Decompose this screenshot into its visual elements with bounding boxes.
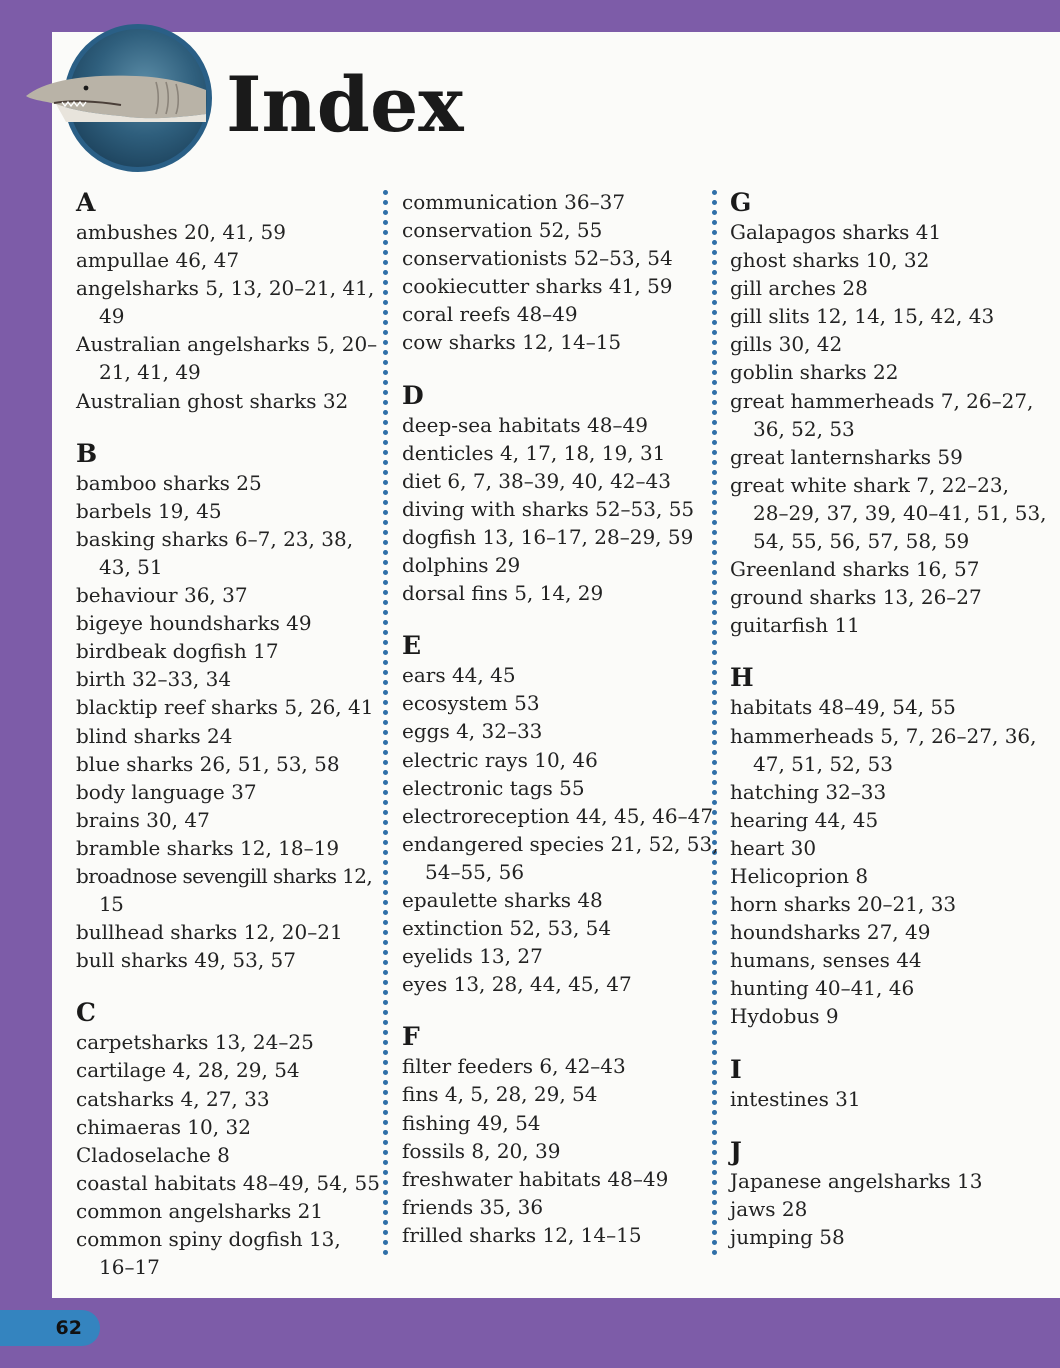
- index-entry: carpetsharks 13, 24–25: [76, 1030, 314, 1055]
- index-entry: humans, senses 44: [730, 948, 922, 973]
- section-gap: [402, 998, 722, 1022]
- index-entry: barbels 19, 45: [76, 498, 222, 523]
- index-entry: great white shark 7, 22–23, 28–29, 37, 39, 40–41, 51, 53, 54, 55, 56, 57, 58, 59: [730, 472, 1047, 554]
- index-entry: bamboo sharks 25: [76, 470, 262, 495]
- section-letter: J: [730, 1136, 742, 1166]
- index-entry: endangered species 21, 52, 53, 54–55, 56: [402, 831, 719, 884]
- index-entry: birdbeak dogfish 17: [76, 639, 279, 664]
- section-letter: G: [730, 188, 752, 217]
- index-entry: dorsal fins 5, 14, 29: [402, 581, 604, 606]
- index-entry: guitarfish 11: [730, 613, 860, 638]
- index-entry: gill arches 28: [730, 276, 868, 301]
- index-entry: coral reefs 48–49: [402, 302, 578, 327]
- index-entry: blacktip reef sharks 5, 26, 41: [76, 695, 374, 720]
- index-entry: gill slits 12, 14, 15, 42, 43: [730, 304, 995, 329]
- section-gap: [730, 639, 1050, 663]
- index-entry: Helicoprion 8: [730, 863, 869, 888]
- index-entry: common angelsharks 21: [76, 1198, 324, 1223]
- index-column-2: [402, 188, 722, 1249]
- index-entry: Australian angelsharks 5, 20–21, 41, 49: [76, 332, 378, 385]
- index-entry: Cladoselache 8: [76, 1142, 230, 1167]
- index-entry: birth 32–33, 34: [76, 667, 232, 692]
- index-entry: great lanternsharks 59: [730, 444, 963, 469]
- index-entry: deep-sea habitats 48–49: [402, 412, 648, 437]
- section-letter: I: [730, 1054, 742, 1084]
- index-entry: hunting 40–41, 46: [730, 976, 915, 1001]
- section-letter: B: [76, 438, 98, 468]
- index-entry: basking sharks 6–7, 23, 38, 43, 51: [76, 526, 354, 579]
- index-entry: chimaeras 10, 32: [76, 1114, 251, 1139]
- index-entry: intestines 31: [730, 1086, 861, 1111]
- index-entry: denticles 4, 17, 18, 19, 31: [402, 440, 666, 465]
- section-gap: [402, 357, 722, 381]
- index-entry: Australian ghost sharks 32: [76, 388, 349, 413]
- index-entry: ambushes 20, 41, 59: [76, 220, 286, 244]
- index-entry: hearing 44, 45: [730, 807, 879, 832]
- index-entry: Japanese angelsharks 13: [730, 1168, 983, 1193]
- index-column-3: [730, 188, 1050, 1251]
- index-entry: dolphins 29: [402, 553, 521, 578]
- section-gap: [76, 974, 381, 998]
- index-entry: ears 44, 45: [402, 663, 516, 688]
- index-column-1: [76, 188, 381, 1281]
- index-entry: Greenland sharks 16, 57: [730, 557, 980, 582]
- index-entry: bull sharks 49, 53, 57: [76, 948, 296, 973]
- index-entry: Hydobus 9: [730, 1004, 839, 1029]
- index-entry: coastal habitats 48–49, 54, 55: [76, 1170, 380, 1195]
- index-entry: electroreception 44, 45, 46–47: [402, 803, 714, 828]
- section-gap: [730, 1031, 1050, 1055]
- index-entry: electric rays 10, 46: [402, 747, 598, 772]
- index-entry: horn sharks 20–21, 33: [730, 892, 957, 917]
- index-entry: ground sharks 13, 26–27: [730, 585, 982, 610]
- index-entry: diet 6, 7, 38–39, 40, 42–43: [402, 468, 671, 493]
- index-entry: eyes 13, 28, 44, 45, 47: [402, 972, 632, 997]
- index-entry: cartilage 4, 28, 29, 54: [76, 1058, 300, 1083]
- section-letter: H: [730, 663, 754, 693]
- index-entry: communication 36–37: [402, 190, 626, 214]
- index-entry: body language 37: [76, 779, 257, 804]
- index-entry: goblin sharks 22: [730, 360, 899, 385]
- index-entry: electronic tags 55: [402, 775, 585, 800]
- index-entry: fishing 49, 54: [402, 1110, 541, 1135]
- index-entry: filter feeders 6, 42–43: [402, 1054, 626, 1079]
- index-entry: heart 30: [730, 835, 817, 860]
- index-entry: fins 4, 5, 28, 29, 54: [402, 1082, 598, 1107]
- index-entry: behaviour 36, 37: [76, 583, 248, 608]
- index-entry: frilled sharks 12, 14–15: [402, 1222, 642, 1247]
- index-entry: Galapagos sharks 41: [730, 220, 942, 244]
- index-entry: hatching 32–33: [730, 779, 887, 804]
- column-divider: [383, 190, 388, 1256]
- index-entry: cow sharks 12, 14–15: [402, 330, 622, 355]
- page-title: Index: [226, 60, 464, 149]
- index-entry: freshwater habitats 48–49: [402, 1166, 669, 1191]
- index-entry: cookiecutter sharks 41, 59: [402, 274, 673, 299]
- index-entry: fossils 8, 20, 39: [402, 1138, 561, 1163]
- section-letter: C: [76, 998, 96, 1028]
- index-entry: blind sharks 24: [76, 723, 233, 748]
- index-entry: common spiny dogfish 13, 16–17: [76, 1227, 341, 1280]
- index-entry: great hammerheads 7, 26–27, 36, 52, 53: [730, 388, 1034, 441]
- index-entry: bigeye houndsharks 49: [76, 611, 312, 636]
- section-gap: [402, 607, 722, 631]
- section-letter: A: [76, 188, 96, 217]
- index-entry: ecosystem 53: [402, 691, 540, 716]
- index-entry: eggs 4, 32–33: [402, 719, 543, 744]
- section-gap: [76, 415, 381, 439]
- index-entry: conservationists 52–53, 54: [402, 246, 673, 271]
- section-letter: E: [402, 631, 422, 661]
- index-entry: catsharks 4, 27, 33: [76, 1086, 270, 1111]
- section-letter: F: [402, 1022, 420, 1052]
- index-entry: blue sharks 26, 51, 53, 58: [76, 751, 340, 776]
- index-entry: eyelids 13, 27: [402, 944, 543, 969]
- index-entry: diving with sharks 52–53, 55: [402, 496, 695, 521]
- index-entry: bramble sharks 12, 18–19: [76, 835, 340, 860]
- index-entry: jaws 28: [730, 1196, 808, 1221]
- index-entry: ghost sharks 10, 32: [730, 248, 930, 273]
- index-entry: hammerheads 5, 7, 26–27, 36, 47, 51, 52, 53: [730, 723, 1037, 776]
- index-entry: houndsharks 27, 49: [730, 920, 931, 945]
- index-entry: extinction 52, 53, 54: [402, 916, 612, 941]
- index-entry: epaulette sharks 48: [402, 887, 603, 912]
- section-gap: [730, 1113, 1050, 1137]
- index-entry: angelsharks 5, 13, 20–21, 41, 49: [76, 276, 375, 329]
- index-entry: ampullae 46, 47: [76, 248, 240, 273]
- index-entry: friends 35, 36: [402, 1194, 544, 1219]
- index-entry: conservation 52, 55: [402, 218, 603, 243]
- index-entry: dogfish 13, 16–17, 28–29, 59: [402, 524, 694, 549]
- index-entry: jumping 58: [730, 1224, 845, 1249]
- page-number: 62: [55, 1317, 82, 1339]
- index-entry: brains 30, 47: [76, 807, 210, 832]
- section-letter: D: [402, 380, 424, 410]
- index-entry: bullhead sharks 12, 20–21: [76, 920, 343, 945]
- index-entry: habitats 48–49, 54, 55: [730, 695, 956, 720]
- index-entry: gills 30, 42: [730, 332, 843, 357]
- shark-head-icon: [26, 70, 206, 122]
- index-entry: broadnose sevengill sharks 12, 15: [76, 863, 373, 917]
